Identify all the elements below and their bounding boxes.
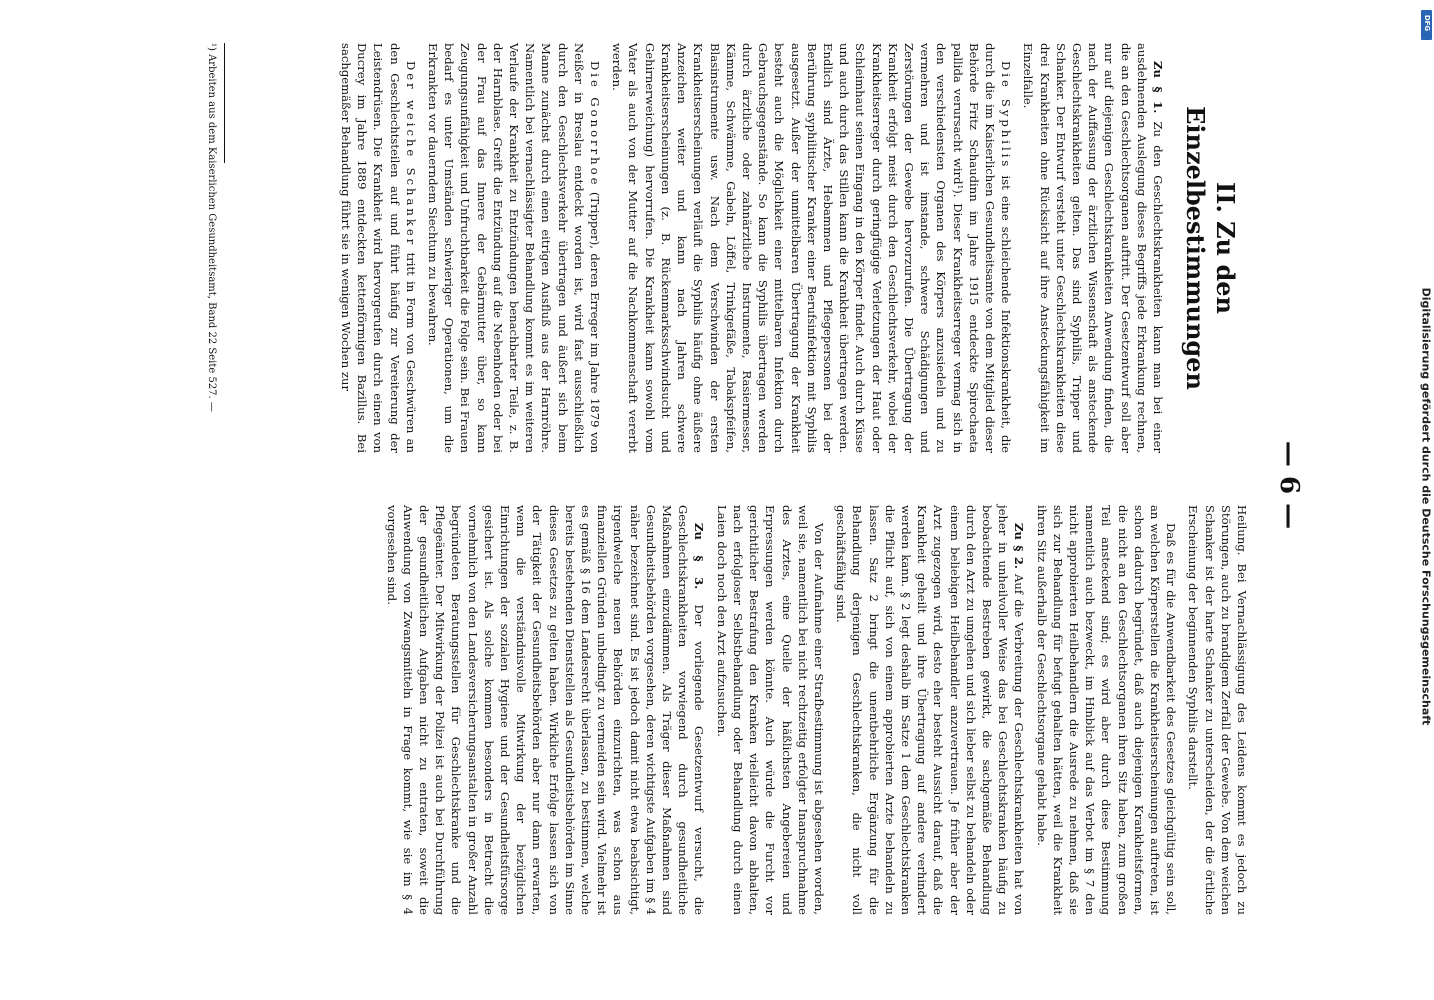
dfg-logo-text: DFG [1423,14,1431,32]
disease-name: Die Gonorrhoe [588,61,603,188]
left-paragraphs [338,43,1166,453]
right-paragraph [1185,505,1250,915]
paragraph-text: Daß es für die Anwendbarkeit des Gesetzes gleichgültig sein soll, an welchen Körperstellen die Krankheitserscheinungen auftreten, ist schon dadurch begründet, daß auch diejenigen Krankheitsformen, die nicht an den Geschlechtsorganen ihren Sitz haben, zum großen Teil ansteckend sind; es wird aber durch diese Bestimmung namentlich auch bezweckt, im Hinblick auf das Verbot im § 7 den nicht approbierten Heilbehandlern die Ausrede zu nehmen, daß sie sich zur Behandlung für befugt gehalten hätten, weil die Krankheit ihren Sitz außerhalb der Geschlechtsorgane gehabt habe. [1034,505,1179,915]
left-paragraph [338,43,419,453]
right-paragraph [714,505,827,915]
right-column [377,505,1250,915]
paragraph-text: Zu den Geschlechtskrankheiten kann man bei einer ausdehnenden Auslegung dieses Begriffs jede Erkrankung rechnen, die an den Geschlechtsorganen auftritt. Der Gesetzentwurf soll aber nur auf diejenigen Geschlechtskrankheiten Anwendung finden, die nach der Auffassung der ärztlichen Wissenschaft als ansteckende Geschlechtskrankheiten gelten. Das sind Syphilis, Tripper und Schanker. Der Entwurf versteht unter Geschlechtskrankheiten diese drei Krankheiten ohne Rücksicht auf ihre Ansteckungsfähigkeit im Einzelfalle. [1021,43,1165,453]
scanned-book-page [130,35,1310,935]
paragraph-text: Heilung. Bei Vernachlässigung des Leidens kommt es jedoch zu Störungen, auch zu brandigem Zerfall der Gewebe. Von dem weichen Schanker ist der harte Schanker zu unterscheiden, der die örtliche Erscheinung der beginnenden Syphilis darstellt. [1186,505,1249,915]
digitization-credit-text: Digitalisierung gefördert durch die Deutsche Forschungsgemeinschaft [1419,287,1433,726]
right-paragraph [1033,505,1179,915]
section-heading: II. Zu den Einzelbestimmungen [1181,106,1240,390]
paragraph-text: tritt in Form von Geschwüren an den Geschlechtsteilen auf und führt häufig zur Vereiterung der Leistendrüsen. Die Krankheit wird hervorgerufen durch einen von Ducrey im Jahre 1889 entdeckten kettenförmigen Bazillus. Bei sachgemäßer Behandlung führt sie in wenigen Wochen zur [339,43,418,454]
section-lead: Zu § 1. [1151,61,1165,114]
footnote: ¹) Arbeiten aus dem Kaiserlichen Gesundheitsamt, Band 22 Seite 527. — [206,43,217,412]
right-paragraphs [383,505,1250,915]
paragraph-text: Auf die Verbreitung der Geschlechtskrankheiten hat von jeher in unheilvoller Weise das bei Geschlechtskranken häufig zu beobachtende Bestreben gewirkt, die sachgemäße Behandlung durch den Arzt zu umgehen und sich lieber selbst zu behandeln oder einem beliebigen Heilbehandler anzuvertrauen. Je früher aber der Arzt zugezogen wird, desto eher besteht Aussicht darauf, daß die Krankheit geheilt und ihre Übertragung auf andere verhindert werden kann. § 2 legt deshalb im Satze 1 dem Geschlechtskranken die Pflicht auf, sich von einem approbierten Arzte behandeln zu lassen. Satz 2 bringt die unentbehrliche Ergänzung für die Behandlung derjenigen Geschlechtskranken, die nicht voll geschäftsfähig sind. [834,505,1027,915]
paragraph-text: ist eine schleichende Infektionskrankheit, die durch die im Kaiserlichen Gesundheitsamte von dem Mitglied dieser Behörde Fritz Schaudinn im Jahre 1915 entdeckte Spirochaeta pallida verursacht wird¹). Dieser Krankheitserreger vermag sich in den verschiedensten Organen des Körpers anzusiedeln und zu vermehren und ist imstande, schwere Schädigungen und Zerstörungen der Gewebe hervorzurufen. Die Übertragung der Krankheit erfolgt meist durch den Geschlechtsverkehr, wobei der Krankheitserreger durch geringfügige Verletzungen der Haut oder Schleimhaut seinen Eingang in den Körper findet. Auch durch Küsse und auch durch das Stillen kann die Krankheit übertragen werden. Endlich sind Ärzte, Hebammen und Pflegepersonen bei der Berührung syphilitischer Kranker einer Berufsinfektion mit Syphilis ausgesetzt. Außer der unmittelbaren Übertragung der Krankheit besteht auch die Möglichkeit einer mittelbaren Infektion durch Gebrauchsgegenstände. So kann die Syphilis übertragen werden durch ärztliche oder zahnärztliche Instrumente, Rasiermesser, Kämme, Schwämme, Gabeln, Löffel, Trinkgefäße, Tabakspfeifen, Blasinstrumente usw. Nach dem Verschwinden der ersten Krankheitserscheinungen verläuft die Syphilis häufig ohne äußere Anzeichen weiter und kann nach Jahren schwere Krankheitserscheinungen (z. B. Rückenmarksschwindsucht und Gehirnerweichung) hervorrufen. Die Krankheit kann sowohl vom Vater als auch von der Mutter auf die Nachkommenschaft vererbt werden. [610,43,1014,453]
right-paragraph [833,505,1027,915]
disease-name: Der weiche Schanker [403,61,418,248]
section-lead: Zu § 3. [692,523,707,590]
dfg-logo [1421,10,1432,40]
section-lead: Zu § 2. [1012,523,1027,569]
paragraph-text: Der vorliegende Gesetzentwurf versucht, die Geschlechtskrankheiten vorwiegend durch gesundheitliche Maßnahmen einzudämmen. Als Träger dieser Maßnahmen sind Gesundheitsbehörden vorgesehen, deren wichtigste Aufgaben im § 4 näher bezeichnet sind. Es ist jedoch damit nicht etwa beabsichtigt, irgendwelche neuen Behörden einzurichten, was schon aus finanziellen Gründen unbedingt zu vermeiden sein wird. Vielmehr ist es gemäß § 16 dem Landesrecht überlassen, zu bestimmen, welche bereits bestehenden Dienststellen als Gesundheitsbehörden im Sinne dieses Gesetzes zu gelten haben. Wirkliche Erfolge lassen sich von der Tätigkeit der Gesundheitsbehörden aber nur dann erwarten, wenn die verständnisvolle Mitwirkung der bezüglichen Einrichtungen der sozialen Hygiene und der Gesundheitsfürsorge gesichert ist. Als solche kommen besonders in Betracht die vornehmlich von den Landesversicherungsanstalten in großer Anzahl begründeten Beratungsstellen für Geschlechtskranke und die Pflegeämter. Der Mitwirkung der Polizei ist auch bei Durchführung der gesundheitlichen Aufgaben nicht zu entraten, soweit die Anwendung von Zwangsmitteln in Frage kommt, wie sie im § 4 vorgesehen sind. [384,505,707,915]
paragraph-text: Von der Aufnahme einer Strafbestimmung ist abgesehen worden, weil sie, namentlich bei nicht rechtzeitig erfolgter Inanspruchnahme des Arztes, eine Quelle der häßlichsten Angebereien und Erpressungen werden könnte. Auch würde die Furcht vor gerichtlicher Bestrafung den Kranken vielleicht davon abhalten, nach erfolgloser Selbstbehandlung oder Behandlung durch einen Laien doch noch den Arzt aufzusuchen. [714,505,826,915]
disease-name: Die Syphilis [999,61,1014,170]
footnote-rule [224,43,225,163]
left-paragraph [609,43,1014,453]
left-paragraph [425,43,603,453]
left-column [332,43,1240,453]
page-number: — 6 — [1274,440,1304,530]
right-paragraph [383,505,707,915]
paragraph-text: (Tripper), deren Erreger im Jahre 1879 von Neißer in Breslau entdeckt worden ist, wird fast ausschließlich durch den Geschlechtsverkehr übertragen und äußert sich beim Manne zunächst durch einen eitrigen Ausfluß aus der Harnröhre. Namentlich bei vernachlässigter Behandlung kommt es im weiteren Verlaufe der Krankheit zu Entzündungen benachbarter Teile, z. B. der Harnblase. Greift die Entzündung auf die Nebenhoden oder bei der Frau auf das Innere der Gebärmutter über, so kann Zeugungsunfähigkeit und Unfruchtbarkeit die Folge sein. Bei Frauen bedarf es unter Umständen schwieriger Operationen, um die Erkrankten vor dauerndem Siechtum zu bewahren. [426,43,603,453]
left-paragraph [1020,43,1166,453]
